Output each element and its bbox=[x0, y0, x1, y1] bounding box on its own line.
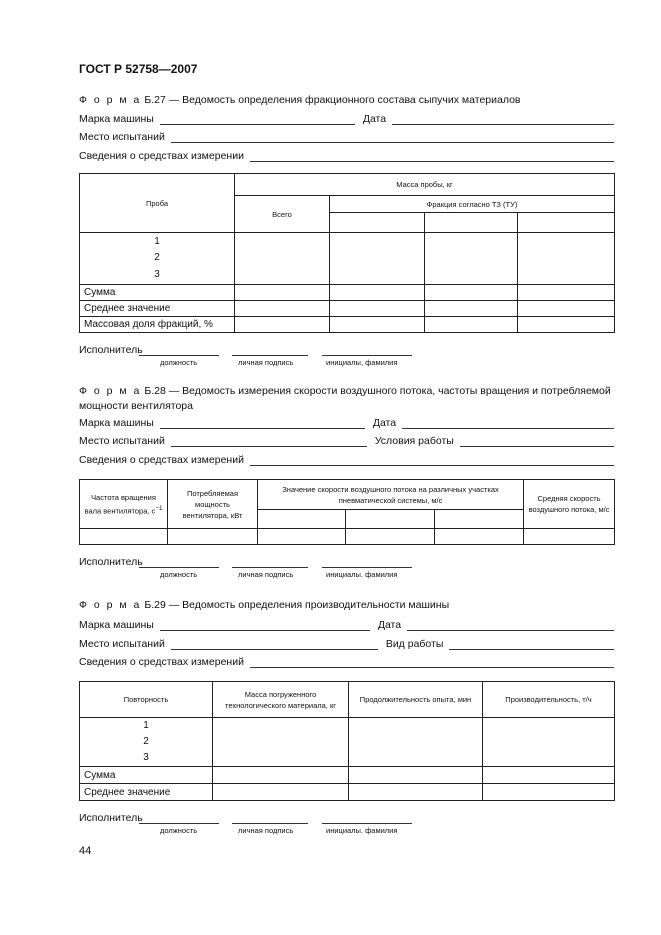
form-b28-place-line bbox=[79, 433, 614, 447]
conditions-field[interactable] bbox=[460, 435, 614, 447]
machine-field[interactable] bbox=[160, 619, 370, 631]
form-b27-signature bbox=[79, 344, 439, 368]
col-mass-header: Масса погруженного технологического материала, кг bbox=[213, 682, 349, 718]
position-field[interactable] bbox=[139, 823, 219, 824]
machine-label: Марка машины bbox=[79, 417, 154, 429]
position-caption: должность bbox=[160, 570, 198, 579]
row-avg-label: Среднее значение bbox=[80, 784, 213, 801]
signature-caption: личная подпись bbox=[238, 358, 294, 367]
signature-caption: личная подпись bbox=[238, 570, 294, 579]
place-label: Место испытаний bbox=[79, 435, 165, 447]
place-label: Место испытаний bbox=[79, 638, 165, 650]
position-field[interactable] bbox=[139, 567, 219, 568]
machine-label: Марка машины bbox=[79, 619, 154, 631]
page-number: 44 bbox=[79, 845, 92, 857]
form-b29-place-line bbox=[79, 636, 614, 650]
instruments-label: Сведения о средствах измерений bbox=[79, 656, 244, 668]
col-repeat-header: Повторность bbox=[80, 682, 213, 718]
name-field[interactable] bbox=[322, 567, 412, 568]
col-freq-header: Частота вращения вала вентилятора, $с^{-1}$ bbox=[80, 480, 168, 529]
form-b28-instruments-line bbox=[79, 452, 614, 466]
form-b28-code: Б.28 bbox=[144, 385, 166, 397]
form-b29-text: — Ведомость определения производительности машины bbox=[168, 599, 450, 611]
date-field[interactable] bbox=[407, 619, 614, 631]
col-output-header: Производительность, т/ч bbox=[483, 682, 615, 718]
row-sum-label: Сумма bbox=[80, 767, 213, 784]
signature-field[interactable] bbox=[232, 567, 308, 568]
instruments-label: Сведения о средствах измерений bbox=[79, 454, 244, 466]
machine-field[interactable] bbox=[160, 113, 355, 125]
instruments-field[interactable] bbox=[250, 150, 614, 162]
name-caption: инициалы, фамилия bbox=[326, 358, 398, 367]
table-row bbox=[80, 718, 615, 767]
date-field[interactable] bbox=[392, 113, 614, 125]
name-field[interactable] bbox=[322, 823, 412, 824]
standard-header: ГОСТ Р 52758—2007 bbox=[79, 62, 198, 76]
name-caption: инициалы. фамилия bbox=[326, 570, 398, 579]
form-b29-prefix: Ф о р м а bbox=[79, 599, 142, 611]
row-share-label: Массовая доля фракций, % bbox=[80, 317, 235, 333]
form-b27-prefix: Ф о р м а bbox=[79, 94, 142, 106]
executor-label: Исполнитель bbox=[79, 344, 143, 356]
name-caption: инициалы. фамилия bbox=[326, 826, 398, 835]
place-label: Место испытаний bbox=[79, 131, 165, 143]
col-total-header: Всего bbox=[235, 196, 330, 233]
signature-caption: личная подпись bbox=[238, 826, 294, 835]
col-avg-header: Средняя скорость воздушного потока, м/с bbox=[524, 480, 615, 529]
form-b27-machine-date-line bbox=[79, 111, 614, 125]
form-b28-title bbox=[79, 384, 616, 414]
table-row bbox=[80, 301, 615, 317]
form-b27-table bbox=[79, 173, 615, 333]
position-caption: должность bbox=[160, 358, 198, 367]
date-field[interactable] bbox=[402, 417, 614, 429]
form-b27-text: — Ведомость определения фракционного состава сыпучих материалов bbox=[168, 94, 521, 106]
instruments-field[interactable] bbox=[250, 454, 614, 466]
position-field[interactable] bbox=[139, 355, 219, 356]
row-avg-label: Среднее значение bbox=[80, 301, 235, 317]
work-type-label: Вид работы bbox=[385, 638, 444, 650]
name-field[interactable] bbox=[322, 355, 412, 356]
row-sum-label: Сумма bbox=[80, 285, 235, 301]
machine-label: Марка машины bbox=[79, 113, 154, 125]
place-field[interactable] bbox=[171, 131, 614, 143]
sample-numbers: 1 2 3 bbox=[80, 233, 235, 285]
table-row bbox=[80, 784, 615, 801]
form-b28-table bbox=[79, 479, 615, 545]
place-field[interactable] bbox=[171, 435, 367, 447]
executor-label: Исполнитель bbox=[79, 556, 143, 568]
form-b29-machine-date-line bbox=[79, 617, 614, 631]
col-speed-header: Значение скорости воздушного потока на различных участках пневматической системы, м/с bbox=[258, 480, 524, 510]
position-caption: должность bbox=[160, 826, 198, 835]
form-b27-instruments-line bbox=[79, 148, 614, 162]
form-b29-signature bbox=[79, 812, 439, 836]
col-mass-header: Масса пробы, кг bbox=[235, 174, 615, 196]
form-b29-title bbox=[79, 598, 616, 613]
form-b29-instruments-line bbox=[79, 654, 614, 668]
form-b27-place-line bbox=[79, 129, 614, 143]
date-label: Дата bbox=[362, 113, 387, 125]
machine-field[interactable] bbox=[160, 417, 365, 429]
table-row bbox=[80, 233, 615, 285]
table-row bbox=[80, 529, 615, 545]
form-b28-text: — Ведомость измерения скорости воздушного потока, частоты вращения и потребляемой мощности вентилятора bbox=[79, 385, 611, 412]
col-sample-header: Проба bbox=[80, 174, 235, 233]
signature-field[interactable] bbox=[232, 355, 308, 356]
table-row bbox=[80, 317, 615, 333]
form-b28-prefix: Ф о р м а bbox=[79, 385, 142, 397]
form-b27-code: Б.27 bbox=[144, 94, 166, 106]
table-row bbox=[80, 285, 615, 301]
form-b27-title bbox=[79, 93, 616, 108]
repeat-numbers: 1 2 3 bbox=[80, 718, 213, 767]
instruments-label: Сведения о средствах измерении bbox=[79, 150, 244, 162]
form-b28-signature bbox=[79, 556, 439, 580]
executor-label: Исполнитель bbox=[79, 812, 143, 824]
signature-field[interactable] bbox=[232, 823, 308, 824]
date-label: Дата bbox=[377, 619, 402, 631]
form-b29-code: Б.29 bbox=[144, 599, 166, 611]
work-type-field[interactable] bbox=[449, 638, 614, 650]
form-b28-machine-date-line bbox=[79, 415, 614, 429]
place-field[interactable] bbox=[171, 638, 378, 650]
instruments-field[interactable] bbox=[250, 656, 614, 668]
col-duration-header: Продолжительность опыта, мин bbox=[349, 682, 483, 718]
form-b29-table bbox=[79, 681, 615, 801]
col-power-header: Потребляемая мощность вентилятора, кВт bbox=[168, 480, 258, 529]
table-row bbox=[80, 767, 615, 784]
col-fraction-header: Фракция согласно ТЗ (ТУ) bbox=[330, 196, 615, 213]
date-label: Дата bbox=[372, 417, 397, 429]
conditions-label: Условия работы bbox=[374, 435, 454, 447]
